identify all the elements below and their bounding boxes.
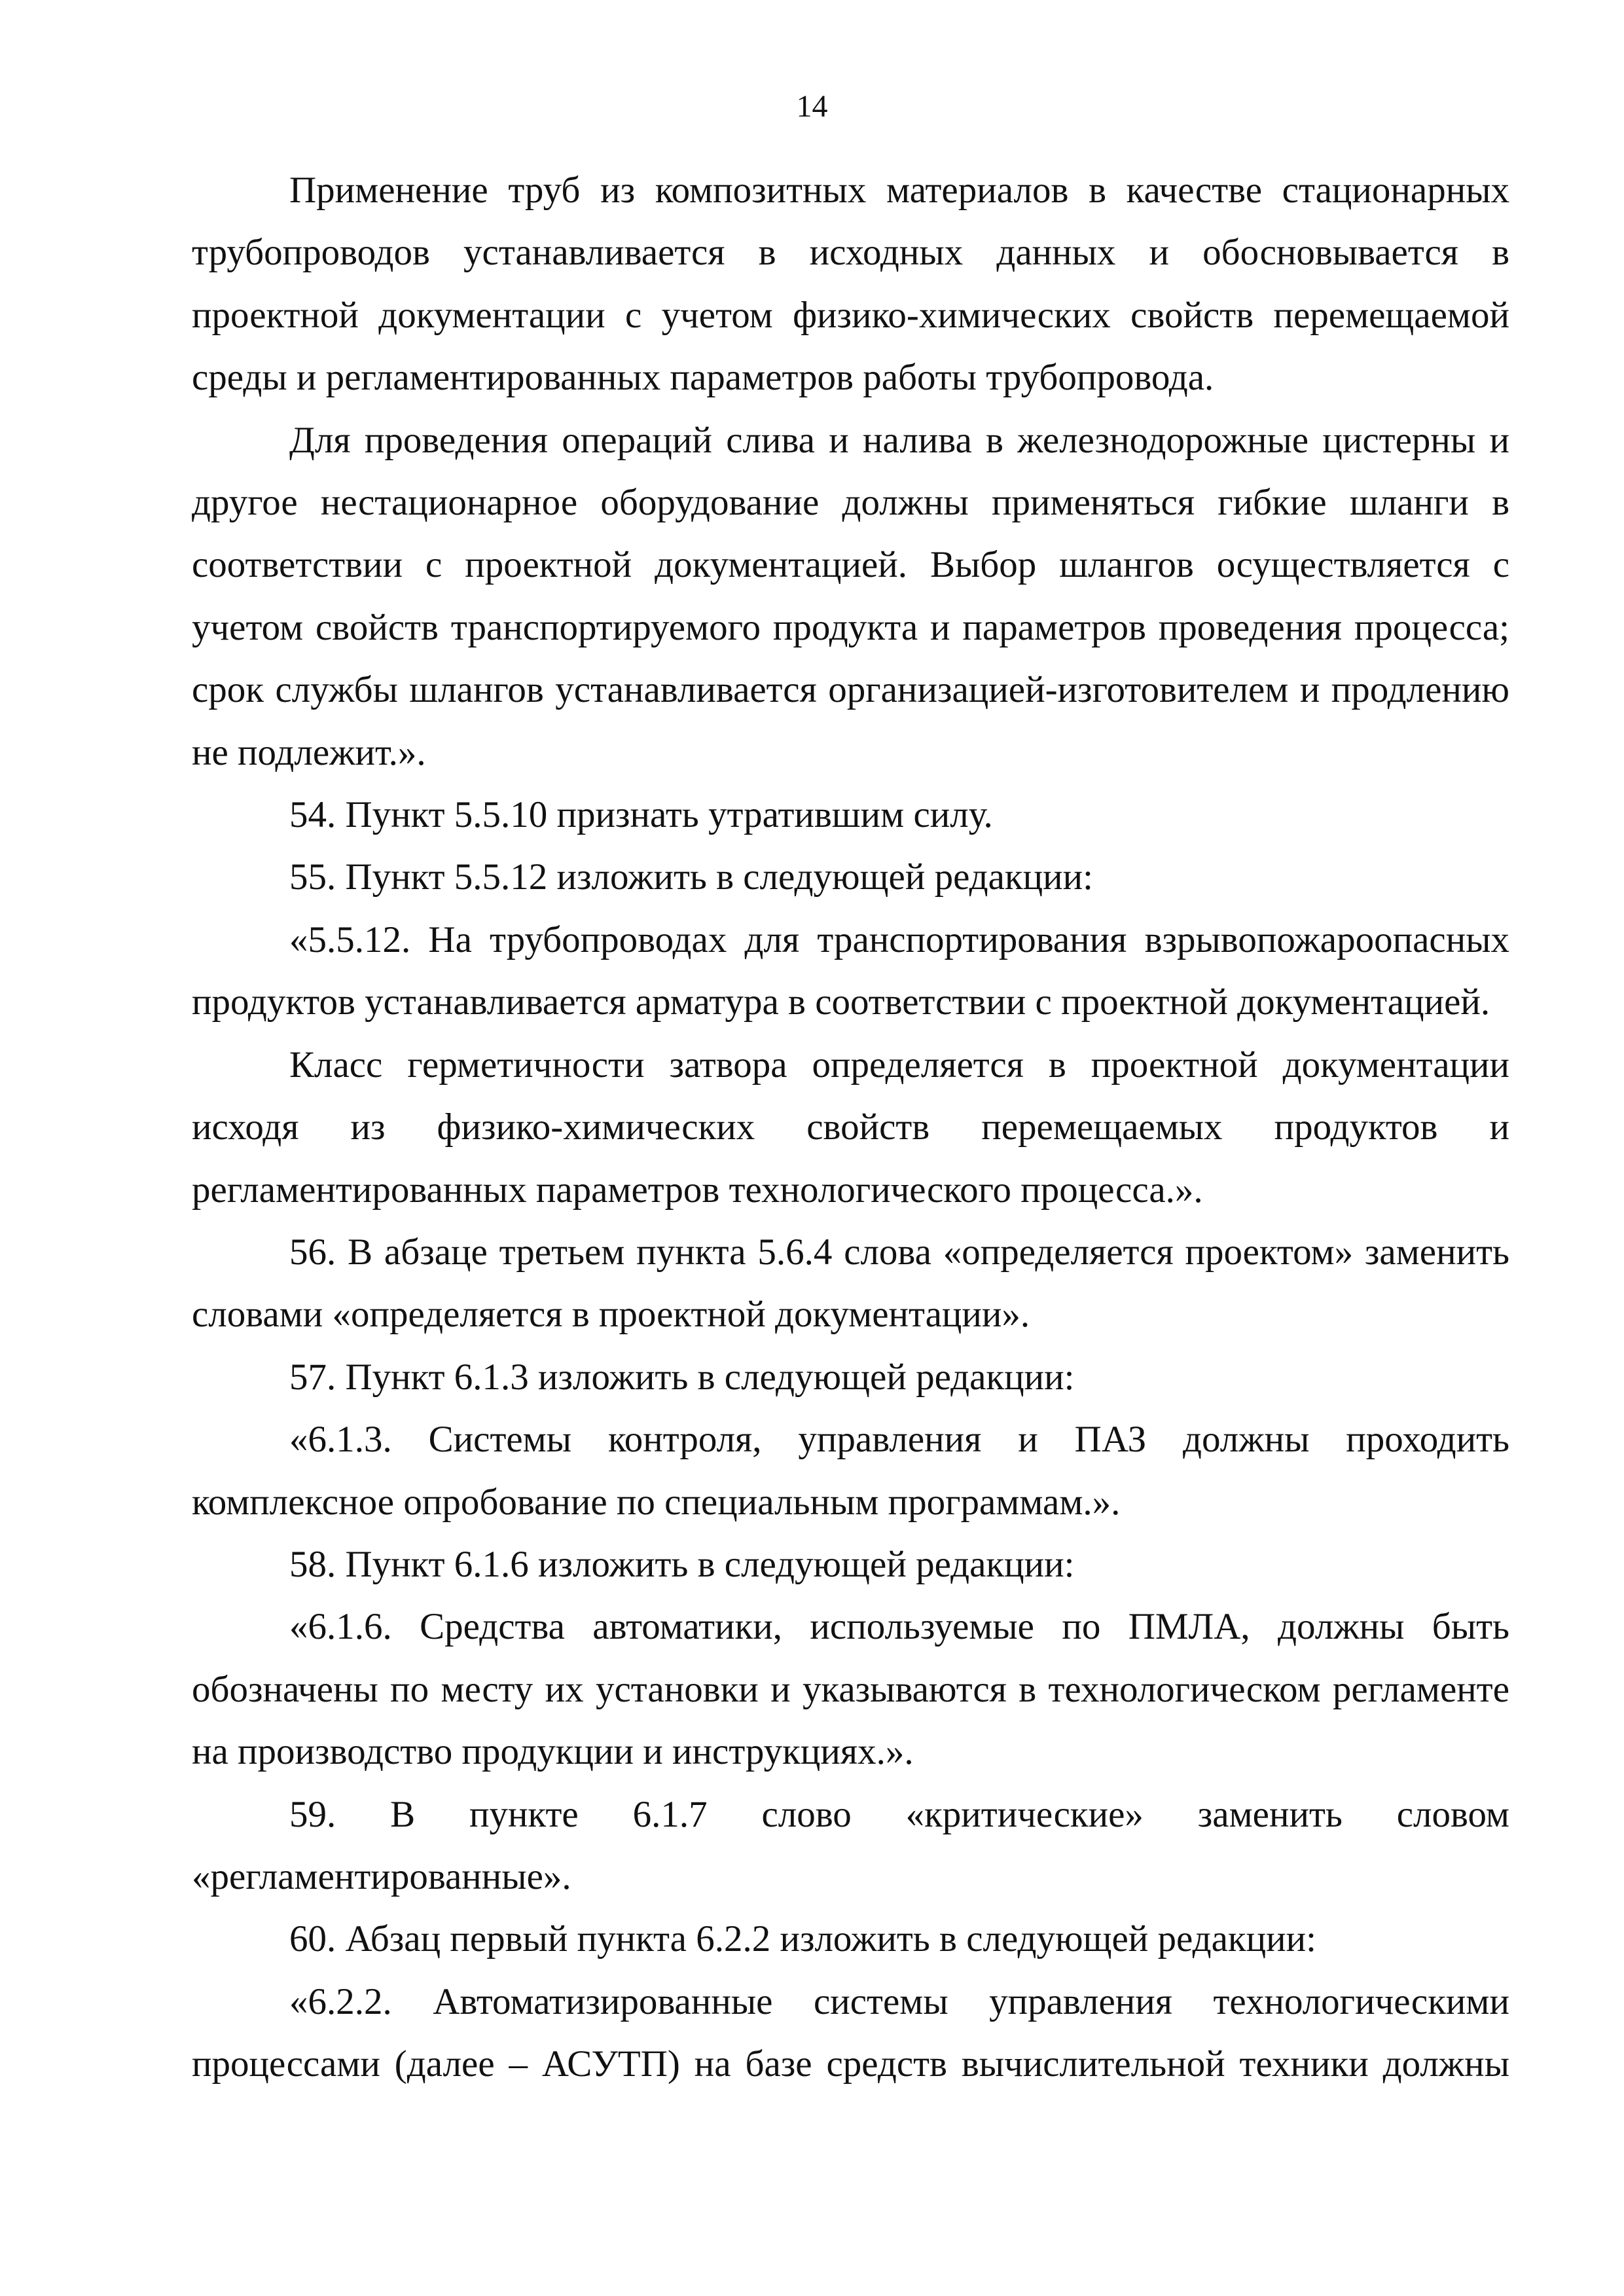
page-number: 14 (796, 89, 828, 124)
paragraph-item-60: 60. Абзац первый пункта 6.2.2 изложить в следующей редакции: (289, 1918, 1316, 1960)
paragraph-clause-6-2-2: «6.2.2. Автоматизированные системы управления технологическими процессами (далее – АСУТП) на базе средств вычислительной техники должны (192, 1980, 1509, 2085)
paragraph-clause-5-5-12: «5.5.12. На трубопроводах для транспортирования взрывопожароопасных продуктов устанавливается арматура в соответствии с проектной документацией. (192, 919, 1509, 1023)
document-body (192, 159, 1509, 2096)
paragraph-clause-6-1-6: «6.1.6. Средства автоматики, используемые по ПМЛА, должны быть обозначены по месту их установки и указываются в технологическом регламенте на производство продукции и инструкциях.». (192, 1606, 1509, 1773)
paragraph-composite-pipes: Применение труб из композитных материалов в качестве стационарных трубопроводов устанавливается в исходных данных и обосновывается в проектной документации с учетом физико-химических свойств перемещаемой среды и регламентированных параметров работы трубопровода. (192, 170, 1509, 399)
paragraph-item-54: 54. Пункт 5.5.10 признать утратившим силу. (289, 794, 993, 836)
paragraph-item-55: 55. Пункт 5.5.12 изложить в следующей редакции: (289, 856, 1093, 898)
paragraph-seal-class: Класс герметичности затвора определяется в проектной документации исходя из физико-химических свойств перемещаемых продуктов и регламентированных параметров технологического процесса.». (192, 1044, 1509, 1211)
paragraph-item-58: 58. Пункт 6.1.6 изложить в следующей редакции: (289, 1543, 1075, 1585)
paragraph-flexible-hoses: Для проведения операций слива и налива в железнодорожные цистерны и другое нестационарное оборудование должны применяться гибкие шланги в соответствии с проектной документацией. Выбор шлангов осуществляется с учетом свойств транспортируемого продукта и параметров проведения процесса; срок службы шлангов устанавливается организацией-изготовителем и продлению не подлежит.». (192, 419, 1509, 773)
paragraph-item-57: 57. Пункт 6.1.3 изложить в следующей редакции: (289, 1356, 1075, 1398)
paragraph-clause-6-1-3: «6.1.3. Системы контроля, управления и ПАЗ должны проходить комплексное опробование по специальным программам.». (192, 1419, 1509, 1523)
paragraph-item-56: 56. В абзаце третьем пункта 5.6.4 слова «определяется проектом» заменить словами «определяется в проектной документации». (192, 1231, 1509, 1336)
paragraph-item-59: 59. В пункте 6.1.7 слово «критические» заменить словом «регламентированные». (192, 1793, 1509, 1897)
